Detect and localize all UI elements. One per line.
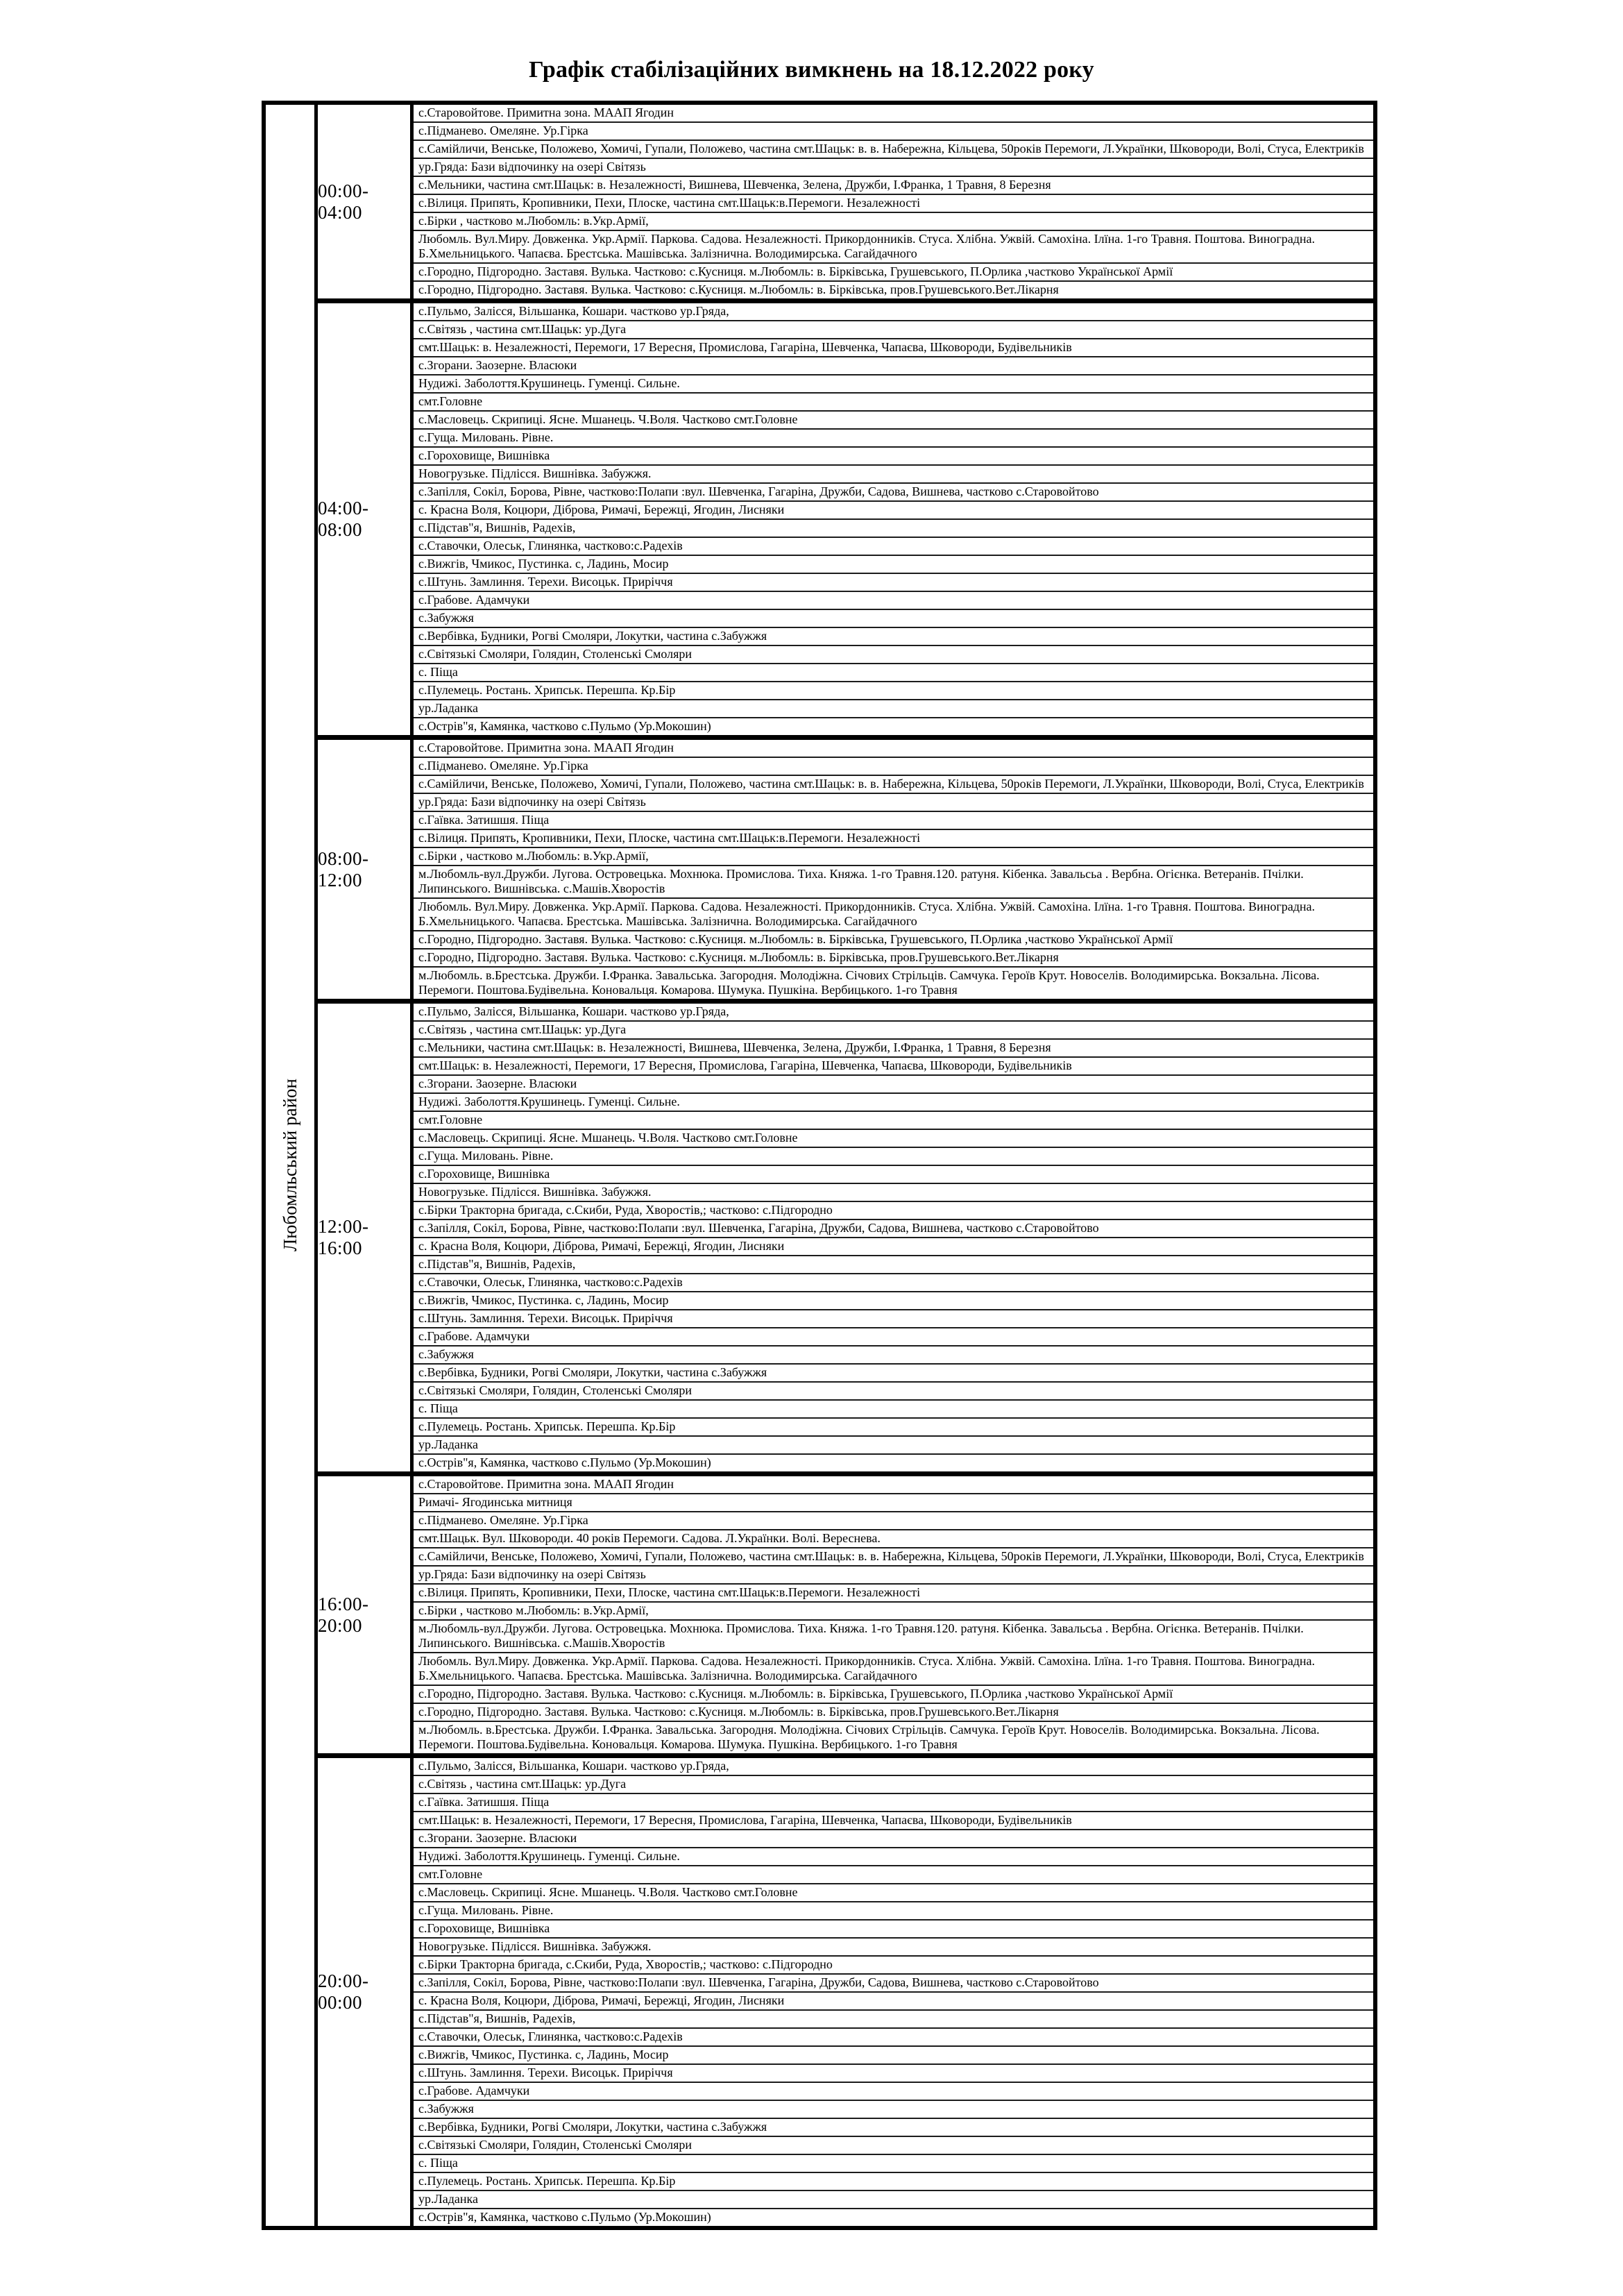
outage-row: с.Вербівка, Будники, Рогві Смоляри, Локутки, частина с.Забужжя xyxy=(414,628,1373,646)
outage-row: с.Підманево. Омеляне. Ур.Гірка xyxy=(414,123,1373,141)
outage-row: с.Грабове. Адамчуки xyxy=(414,592,1373,610)
outage-row: с.Гуща. Миловань. Рівне. xyxy=(414,1902,1373,1921)
outage-row: с.Гороховище, Вишнівка xyxy=(414,1921,1373,1939)
outage-row: с.Вілиця. Припять, Кропивники, Пехи, Плоске, частина смт.Шацьк:в.Перемоги. Незалежності xyxy=(414,195,1373,213)
time-block-08:00-12:00 xyxy=(318,740,1373,1004)
outage-row: с.Старовойтове. Примитна зона. МААП Ягодин xyxy=(414,740,1373,758)
outage-row: с.Світязькі Смоляри, Голядин, Столенські Смоляри xyxy=(414,1383,1373,1401)
outage-row: ур.Ладанка xyxy=(414,1437,1373,1455)
outage-row: с. Піща xyxy=(414,2155,1373,2173)
outage-row: с.Вілиця. Припять, Кропивники, Пехи, Плоске, частина смт.Шацьк:в.Перемоги. Незалежності xyxy=(414,1585,1373,1603)
outage-schedule-table xyxy=(262,101,1377,2230)
outage-row: м.Любомль. в.Брестська. Дружби. І.Франка. Завальська. Загородня. Молодіжна. Січових Стрільців. Самчука. Героїв Крут. Новоселів. Володимирська. Вокзальна. Лісова. Перемоги. Поштова.Будівельна. Коновальця. Комарова. Шумука. Пушкіна. Вербицького. 1-го Травня xyxy=(418,1723,1320,1751)
time-block-20:00-00:00 xyxy=(318,1758,1373,2226)
outage-row: с.Гороховище, Вишнівка xyxy=(414,1166,1373,1184)
outage-row: с.Підманево. Омеляне. Ур.Гірка xyxy=(414,758,1373,776)
time-range-label: 12:00-16:00 xyxy=(318,1004,414,1471)
outage-row: Любомль. Вул.Миру. Довженка. Укр.Армії. Паркова. Садова. Незалежності. Прикордонників. Стуса. Хлібна. Ужвій. Самохіна. Ілїна. 1-го Травня. Поштова. Виноградна. Б.Хмельницького. Чапаєва. Брестська. Машівська. Залізнична. Володимирська. Сагайдачного xyxy=(414,899,1373,931)
outage-row: с.Забужжя xyxy=(414,2101,1373,2119)
outage-row: с.Запілля, Сокіл, Борова, Рівне, частково:Полапи :вул. Шевченка, Гагаріна, Дружби, Садова, Вишнева, частково с.Старовойтово xyxy=(414,1220,1373,1238)
outage-row: Новогрузьке. Підлісся. Вишнівка. Забужжя. xyxy=(414,1184,1373,1202)
outage-row: с.Ставочки, Олеськ, Глинянка, частково:с.Радехів xyxy=(414,1274,1373,1292)
outage-row: ур.Гряда: Бази відпочинку на озері Світязь xyxy=(414,1567,1373,1585)
outage-row: с.Грабове. Адамчуки xyxy=(414,2083,1373,2101)
outage-row: с.Самійличи, Венське, Положево, Хомичі, Гупали, Положево, частина смт.Шацьк: в. в. Набережна, Кільцева, 50років Перемоги, Л.Українки, Шковороди, Волі, Стуса, Електриків xyxy=(414,1548,1373,1567)
outage-row: с.Гуща. Миловань. Рівне. xyxy=(414,430,1373,448)
outage-row: с.Бірки , частково м.Любомль: в.Укр.Армії, xyxy=(414,848,1373,866)
outage-row: Любомль. Вул.Миру. Довженка. Укр.Армії. Паркова. Садова. Незалежності. Прикордонників. Стуса. Хлібна. Ужвій. Самохіна. Ілїна. 1-го Травня. Поштова. Виноградна. Б.Хмельницького. Чапаєва. Брестська. Машівська. Залізнична. Володимирська. Сагайдачного xyxy=(414,231,1373,264)
outage-row: с.Підстав"я, Вишнів, Радехів, xyxy=(414,1256,1373,1274)
time-block-00:00-04:00 xyxy=(318,105,1373,303)
outage-row: с.Підманево. Омеляне. Ур.Гірка xyxy=(414,1512,1373,1530)
outage-row: Нудижі. Заболоття.Крушинець. Гуменці. Сильне. xyxy=(414,1848,1373,1866)
page-title: Графік стабілізаційних вимкнень на 18.12.2022 року xyxy=(529,57,1094,83)
outage-row: с.Масловець. Скрипиці. Ясне. Мшанець. Ч.Воля. Частково смт.Головне xyxy=(414,1130,1373,1148)
time-range-label: 04:00-08:00 xyxy=(318,303,414,735)
outage-row: с.Пульмо, Залісся, Вільшанка, Кошари. частково ур.Гряда, xyxy=(414,1758,1373,1776)
outage-row: с.Старовойтове. Примитна зона. МААП Ягодин xyxy=(414,105,1373,123)
outage-row: смт.Шацьк: в. Незалежності, Перемоги, 17 Вересня, Промислова, Гагаріна, Шевченка, Чапаєва, Шковороди, Будівельників xyxy=(414,1812,1373,1830)
time-range-label: 16:00-20:00 xyxy=(318,1476,414,1753)
outage-row: смт.Головне xyxy=(414,1112,1373,1130)
outage-row: м.Любомль-вул.Дружби. Лугова. Островецька. Мохнюка. Промислова. Тиха. Княжа. 1-го Травня.120. ратуня. Кібенка. Завальсьа . Вербна. Огієнка. Ветеранів. Пчілки. Липинського. Вишнівська. с.Машів.Хворостів xyxy=(414,866,1373,899)
outage-row: с.Гаївка. Затишшя. Піща xyxy=(414,1794,1373,1812)
outage-row: с.Городно, Підгородно. Заставя. Вулька. Частково: с.Кусниця. м.Любомль: в. Бірківська, пров.Грушевського.Вет.Лікарня xyxy=(414,1704,1373,1722)
outage-row: с.Підстав"я, Вишнів, Радехів, xyxy=(414,2011,1373,2029)
time-block-04:00-08:00 xyxy=(318,303,1373,740)
outage-row: с.Пульмо, Залісся, Вільшанка, Кошари. частково ур.Гряда, xyxy=(414,303,1373,321)
outage-row: с.Вижгів, Чмикос, Пустинка. с, Ладинь, Мосир xyxy=(414,556,1373,574)
outage-row: Нудижі. Заболоття.Крушинець. Гуменці. Сильне. xyxy=(414,1094,1373,1112)
outage-row: с.Забужжя xyxy=(414,1347,1373,1365)
outage-row: с.Бірки Тракторна бригада, с.Скиби, Руда, Хворостів,; частково: с.Підгородно xyxy=(414,1957,1373,1975)
outage-row: с.Бірки Тракторна бригада, с.Скиби, Руда, Хворостів,; частково: с.Підгородно xyxy=(414,1202,1373,1220)
outage-row: с.Пулемець. Ростань. Хрипськ. Перешпа. Кр.Бір xyxy=(414,682,1373,700)
time-range-label: 20:00-00:00 xyxy=(318,1758,414,2226)
outage-row: ур.Ладанка xyxy=(414,2191,1373,2209)
outage-row: с.Гаївка. Затишшя. Піща xyxy=(414,812,1373,830)
outage-row: ур.Ладанка xyxy=(414,700,1373,718)
district-column xyxy=(266,105,318,2226)
outage-rows xyxy=(414,105,1373,298)
outage-row: с.Світязькі Смоляри, Голядин, Столенські Смоляри xyxy=(414,2137,1373,2155)
outage-row: с.Пулемець. Ростань. Хрипськ. Перешпа. Кр.Бір xyxy=(414,2173,1373,2191)
outage-rows xyxy=(414,1004,1373,1471)
outage-row: с.Запілля, Сокіл, Борова, Рівне, частково:Полапи :вул. Шевченка, Гагаріна, Дружби, Садова, Вишнева, частково с.Старовойтово xyxy=(414,1975,1373,1993)
outage-row: с. Красна Воля, Коцюри, Діброва, Римачі, Бережці, Ягодин, Лисняки xyxy=(414,502,1373,520)
outage-row: с.Згорани. Заозерне. Власюки xyxy=(414,1830,1373,1848)
outage-row: с.Пулемець. Ростань. Хрипськ. Перешпа. Кр.Бір xyxy=(414,1419,1373,1437)
outage-row: с.Бірки , частково м.Любомль: в.Укр.Армії, xyxy=(414,1603,1373,1621)
outage-row: с.Острів"я, Камянка, частково с.Пульмо (Ур.Мокошин) xyxy=(418,1455,711,1469)
outage-row: с.Самійличи, Венське, Положево, Хомичі, Гупали, Положево, частина смт.Шацьк: в. в. Набережна, Кільцева, 50років Перемоги, Л.Українки, Шковороди, Волі, Стуса, Електриків xyxy=(414,776,1373,794)
outage-row: Любомль. Вул.Миру. Довженка. Укр.Армії. Паркова. Садова. Незалежності. Прикордонників. Стуса. Хлібна. Ужвій. Самохіна. Ілїна. 1-го Травня. Поштова. Виноградна. Б.Хмельницького. Чапаєва. Брестська. Машівська. Залізнична. Володимирська. Сагайдачного xyxy=(414,1653,1373,1686)
outage-row: ур.Гряда: Бази відпочинку на озері Світязь xyxy=(414,159,1373,177)
outage-row: с. Піща xyxy=(414,1401,1373,1419)
outage-row: с.Згорани. Заозерне. Власюки xyxy=(414,357,1373,375)
outage-row: с.Острів"я, Камянка, частково с.Пульмо (Ур.Мокошин) xyxy=(418,2210,711,2224)
outage-row: с.Городно, Підгородно. Заставя. Вулька. Частково: с.Кусниця. м.Любомль: в. Бірківська, Грушевського, П.Орлика ,частково Української Армії xyxy=(414,931,1373,949)
time-range-label: 00:00-04:00 xyxy=(318,105,414,298)
outage-row: с.Городно, Підгородно. Заставя. Вулька. Частково: с.Кусниця. м.Любомль: в. Бірківська, пров.Грушевського.Вет.Лікарня xyxy=(414,949,1373,968)
time-range-label: 08:00-12:00 xyxy=(318,740,414,999)
outage-row: с.Вижгів, Чмикос, Пустинка. с, Ладинь, Мосир xyxy=(414,2047,1373,2065)
district-label: Любомльський район xyxy=(279,1079,300,1252)
outage-row: с.Мельники, частина смт.Шацьк: в. Незалежності, Вишнева, Шевченка, Зелена, Дружби, І.Франка, 1 Травня, 8 Березня xyxy=(414,177,1373,195)
outage-row: с.Масловець. Скрипиці. Ясне. Мшанець. Ч.Воля. Частково смт.Головне xyxy=(414,1884,1373,1902)
outage-row: Новогрузьке. Підлісся. Вишнівка. Забужжя. xyxy=(414,1939,1373,1957)
outage-row: с.Штунь. Замлиння. Терехи. Висоцьк. Приріччя xyxy=(414,2065,1373,2083)
outage-row: смт.Шацьк: в. Незалежності, Перемоги, 17 Вересня, Промислова, Гагаріна, Шевченка, Чапаєва, Шковороди, Будівельників xyxy=(414,1058,1373,1076)
outage-row: с.Городно, Підгородно. Заставя. Вулька. Частково: с.Кусниця. м.Любомль: в. Бірківська, Грушевського, П.Орлика ,частково Української Армії xyxy=(414,264,1373,282)
outage-row: м.Любомль. в.Брестська. Дружби. І.Франка. Завальська. Загородня. Молодіжна. Січових Стрільців. Самчука. Героїв Крут. Новоселів. Володимирська. Вокзальна. Лісова. Перемоги. Поштова.Будівельна. Коновальця. Комарова. Шумука. Пушкіна. Вербицького. 1-го Травня xyxy=(418,968,1320,997)
time-blocks-container xyxy=(318,105,1373,2226)
outage-rows xyxy=(414,740,1373,999)
outage-row: с.Запілля, Сокіл, Борова, Рівне, частково:Полапи :вул. Шевченка, Гагаріна, Дружби, Садова, Вишнева, частково с.Старовойтово xyxy=(414,484,1373,502)
outage-row: с.Острів"я, Камянка, частково с.Пульмо (Ур.Мокошин) xyxy=(418,719,711,733)
outage-row: с.Ставочки, Олеськ, Глинянка, частково:с.Радехів xyxy=(414,538,1373,556)
outage-row: с.Вербівка, Будники, Рогві Смоляри, Локутки, частина с.Забужжя xyxy=(414,2119,1373,2137)
outage-row: с.Городно, Підгородно. Заставя. Вулька. Частково: с.Кусниця. м.Любомль: в. Бірківська, пров.Грушевського.Вет.Лікарня xyxy=(418,282,1059,296)
outage-row: с.Старовойтове. Примитна зона. МААП Ягодин xyxy=(414,1476,1373,1494)
outage-row: Нудижі. Заболоття.Крушинець. Гуменці. Сильне. xyxy=(414,375,1373,394)
time-block-12:00-16:00 xyxy=(318,1004,1373,1476)
outage-row: с.Ставочки, Олеськ, Глинянка, частково:с.Радехів xyxy=(414,2029,1373,2047)
outage-row: с.Городно, Підгородно. Заставя. Вулька. Частково: с.Кусниця. м.Любомль: в. Бірківська, Грушевського, П.Орлика ,частково Української Армії xyxy=(414,1686,1373,1704)
outage-row: с.Згорани. Заозерне. Власюки xyxy=(414,1076,1373,1094)
outage-row: с.Бірки , частково м.Любомль: в.Укр.Армії, xyxy=(414,213,1373,231)
outage-rows xyxy=(414,1476,1373,1753)
outage-rows xyxy=(414,303,1373,735)
outage-row: с. Красна Воля, Коцюри, Діброва, Римачі, Бережці, Ягодин, Лисняки xyxy=(414,1238,1373,1256)
outage-row: с. Красна Воля, Коцюри, Діброва, Римачі, Бережці, Ягодин, Лисняки xyxy=(414,1993,1373,2011)
outage-row: смт.Головне xyxy=(414,1866,1373,1884)
outage-row: с.Підстав"я, Вишнів, Радехів, xyxy=(414,520,1373,538)
outage-row: с.Гороховище, Вишнівка xyxy=(414,448,1373,466)
outage-row: ур.Гряда: Бази відпочинку на озері Світязь xyxy=(414,794,1373,812)
time-block-16:00-20:00 xyxy=(318,1476,1373,1758)
outage-row: с.Вербівка, Будники, Рогві Смоляри, Локутки, частина с.Забужжя xyxy=(414,1365,1373,1383)
outage-row: с.Вілиця. Припять, Кропивники, Пехи, Плоске, частина смт.Шацьк:в.Перемоги. Незалежності xyxy=(414,830,1373,848)
outage-row: с.Масловець. Скрипиці. Ясне. Мшанець. Ч.Воля. Частково смт.Головне xyxy=(414,412,1373,430)
outage-row: с.Світязь , частина смт.Шацьк: ур.Дуга xyxy=(414,1776,1373,1794)
outage-row: Новогрузьке. Підлісся. Вишнівка. Забужжя. xyxy=(414,466,1373,484)
outage-row: с.Грабове. Адамчуки xyxy=(414,1328,1373,1347)
outage-row: смт.Головне xyxy=(414,394,1373,412)
outage-row: с.Вижгів, Чмикос, Пустинка. с, Ладинь, Мосир xyxy=(414,1292,1373,1310)
outage-row: с.Світязькі Смоляри, Голядин, Столенські Смоляри xyxy=(414,646,1373,664)
outage-row: с.Світязь , частина смт.Шацьк: ур.Дуга xyxy=(414,1022,1373,1040)
outage-row: с. Піща xyxy=(414,664,1373,682)
outage-row: смт.Шацьк. Вул. Шковороди. 40 років Перемоги. Садова. Л.Українки. Волі. Вереснева. xyxy=(414,1530,1373,1548)
outage-row: с.Пульмо, Залісся, Вільшанка, Кошари. частково ур.Гряда, xyxy=(414,1004,1373,1022)
outage-rows xyxy=(414,1758,1373,2226)
outage-row: м.Любомль-вул.Дружби. Лугова. Островецька. Мохнюка. Промислова. Тиха. Княжа. 1-го Травня.120. ратуня. Кібенка. Завальсьа . Вербна. Огієнка. Ветеранів. Пчілки. Липинського. Вишнівська. с.Машів.Хворостів xyxy=(414,1621,1373,1653)
outage-row: с.Гуща. Миловань. Рівне. xyxy=(414,1148,1373,1166)
outage-row: с.Самійличи, Венське, Положево, Хомичі, Гупали, Положево, частина смт.Шацьк: в. в. Набережна, Кільцева, 50років Перемоги, Л.Українки, Шковороди, Волі, Стуса, Електриків xyxy=(414,141,1373,159)
outage-row: с.Світязь , частина смт.Шацьк: ур.Дуга xyxy=(414,321,1373,339)
outage-row: с.Забужжя xyxy=(414,610,1373,628)
outage-row: с.Штунь. Замлиння. Терехи. Висоцьк. Приріччя xyxy=(414,574,1373,592)
outage-row: смт.Шацьк: в. Незалежності, Перемоги, 17 Вересня, Промислова, Гагаріна, Шевченка, Чапаєва, Шковороди, Будівельників xyxy=(414,339,1373,357)
outage-row: Римачі- Ягодинська митниця xyxy=(414,1494,1373,1512)
outage-row: с.Мельники, частина смт.Шацьк: в. Незалежності, Вишнева, Шевченка, Зелена, Дружби, І.Франка, 1 Травня, 8 Березня xyxy=(414,1040,1373,1058)
outage-row: с.Штунь. Замлиння. Терехи. Висоцьк. Приріччя xyxy=(414,1310,1373,1328)
